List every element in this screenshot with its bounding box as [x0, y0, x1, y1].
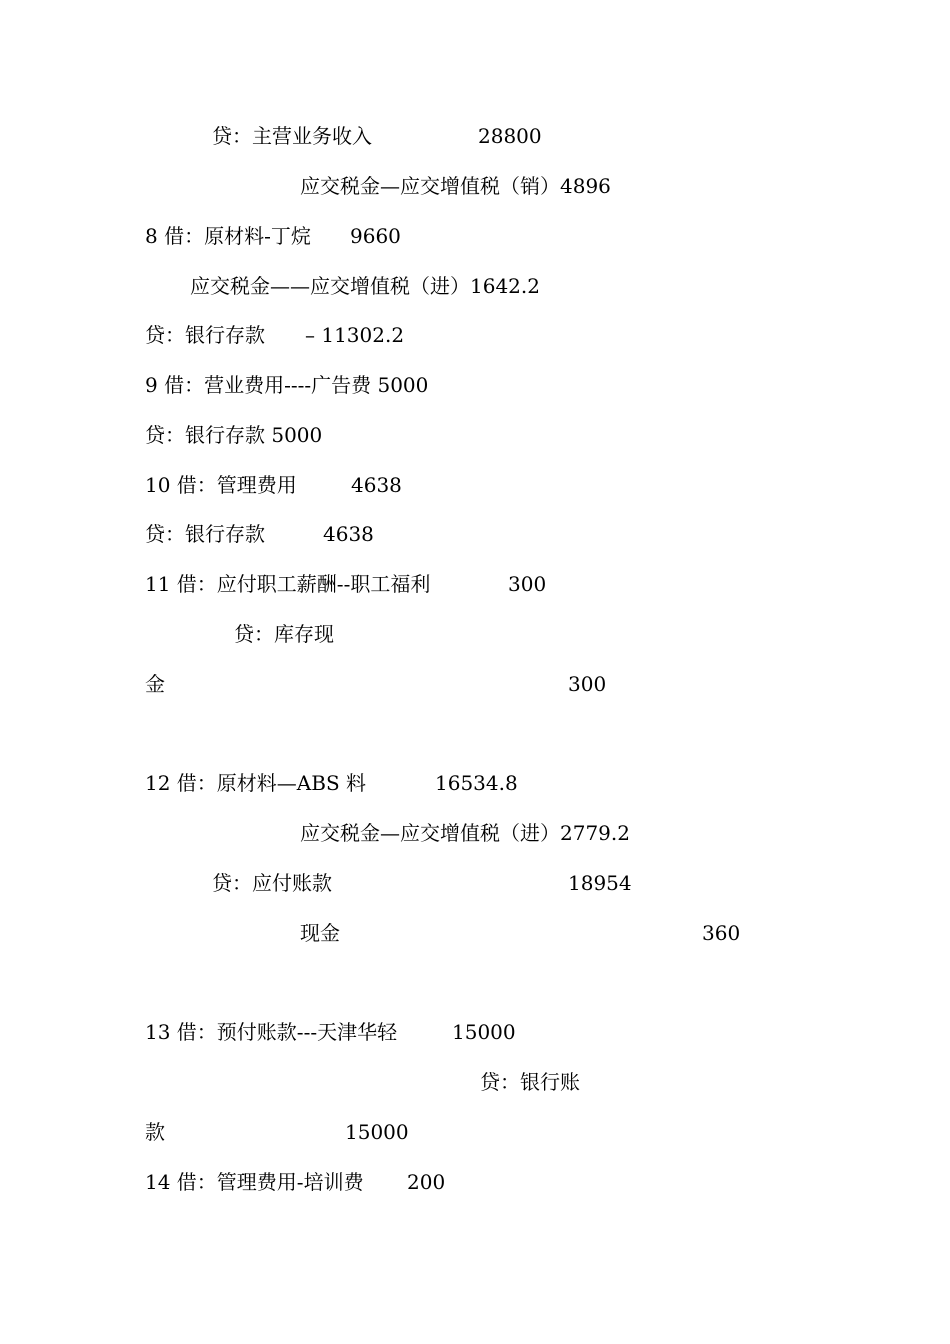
entry-9-debit-line: 9 借：营业费用----广告费 5000: [145, 373, 429, 397]
entry-13-debit-amount: 15000: [452, 1020, 516, 1044]
entry-10-credit-label: 贷：银行存款: [145, 522, 265, 546]
entry-13-credit-cont-label: 款: [145, 1120, 165, 1144]
entry-12-cash-label: 现金: [300, 921, 340, 945]
entry-11-debit-label: 11 借：应付职工薪酬--职工福利: [145, 572, 431, 596]
entry-8-credit-label: 贷：银行存款: [145, 323, 265, 347]
entry-13-debit-label: 13 借：预付账款---天津华轻: [145, 1020, 398, 1044]
entry-output-vat-line: 应交税金—应交增值税（销）4896: [300, 174, 611, 198]
entry-11-credit-amount: 300: [568, 672, 607, 696]
entry-12-cash-amount: 360: [702, 921, 741, 945]
entry-12-credit-label: 贷：应付账款: [212, 871, 332, 895]
entry-12-debit-label: 12 借：原材料—ABS 料: [145, 771, 367, 795]
entry-8-input-vat-line: 应交税金——应交增值税（进）1642.2: [190, 274, 540, 298]
entry-10-debit-amount: 4638: [351, 473, 402, 497]
entry-11-debit-amount: 300: [508, 572, 547, 596]
entry-9-credit-line: 贷：银行存款 5000: [145, 423, 323, 447]
entry-14-debit-amount: 200: [407, 1170, 446, 1194]
entry-10-debit-label: 10 借：管理费用: [145, 473, 297, 497]
entry-13-credit-amount: 15000: [345, 1120, 409, 1144]
entry-credit-revenue-amount: 28800: [478, 124, 542, 148]
entry-10-credit-amount: 4638: [323, 522, 374, 546]
entry-12-input-vat-line: 应交税金—应交增值税（进）2779.2: [300, 821, 630, 845]
entry-11-credit-label: 贷：库存现: [234, 622, 334, 646]
entry-11-credit-cont-label: 金: [145, 672, 165, 696]
entry-12-debit-amount: 16534.8: [435, 771, 518, 795]
entry-13-credit-label: 贷：银行账: [480, 1070, 580, 1094]
entry-14-debit-label: 14 借：管理费用-培训费: [145, 1170, 364, 1194]
entry-8-debit-label: 8 借：原材料-丁烷: [145, 224, 311, 248]
entry-8-credit-amount: – 11302.2: [305, 323, 405, 347]
entry-12-credit-amount: 18954: [568, 871, 632, 895]
entry-credit-revenue-label: 贷：主营业务收入: [212, 124, 372, 148]
entry-8-debit-amount: 9660: [350, 224, 401, 248]
